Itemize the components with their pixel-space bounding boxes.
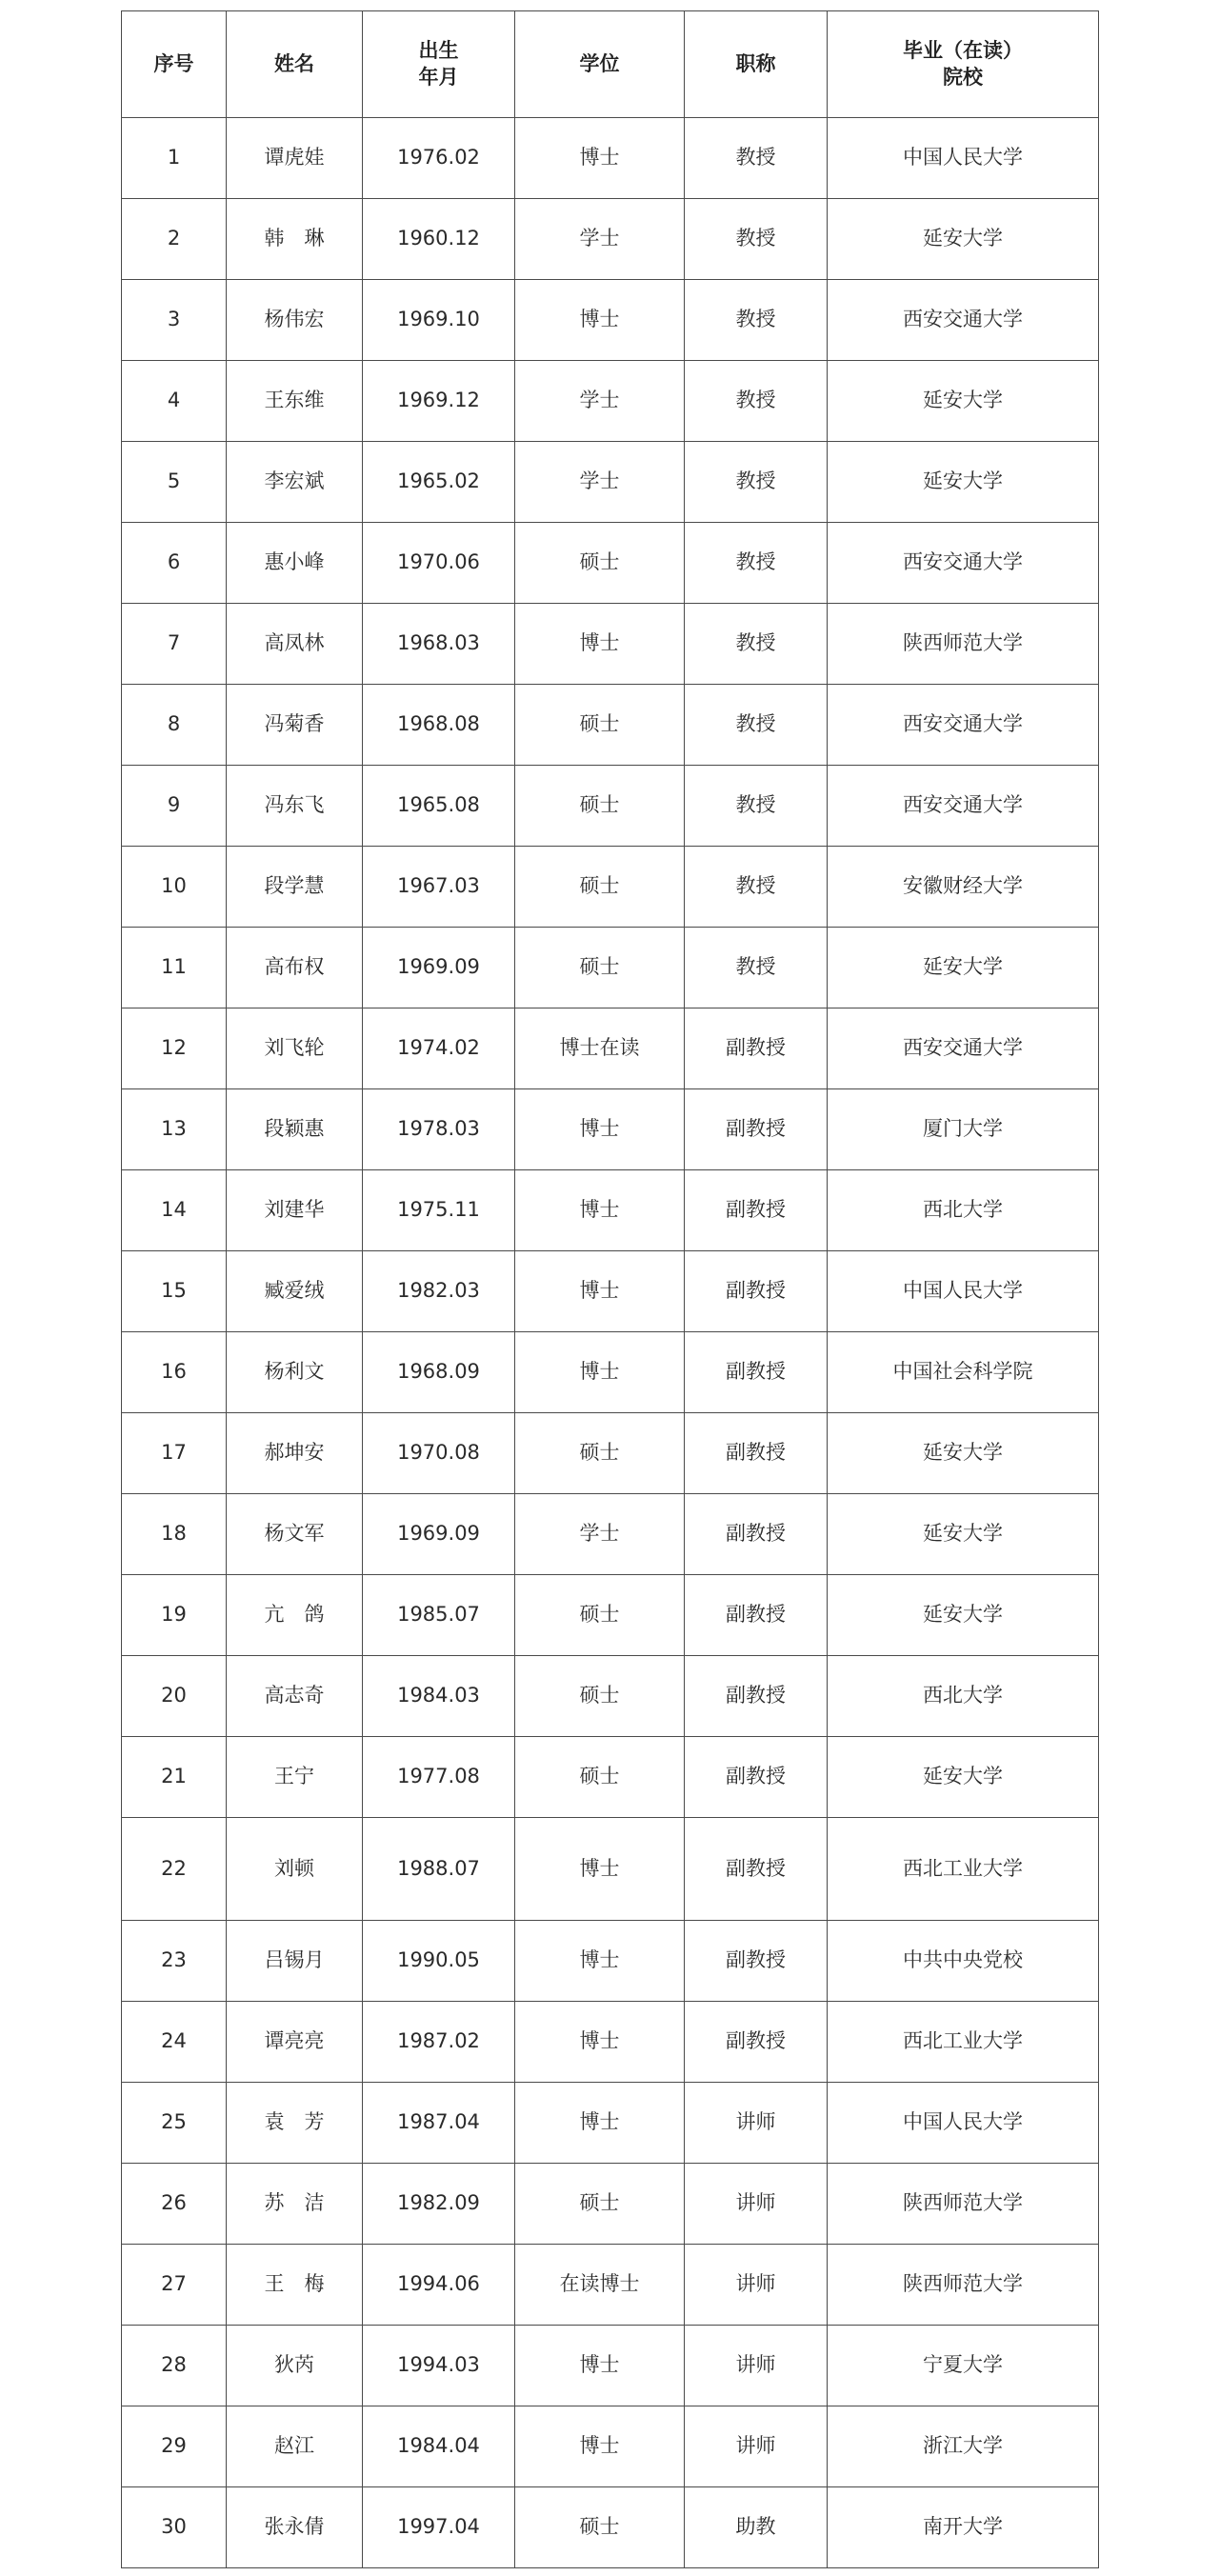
cell-school: 中国人民大学 (828, 2083, 1099, 2164)
cell-birth: 1960.12 (363, 199, 515, 280)
cell-title: 副教授 (685, 1575, 828, 1656)
table-header-row (122, 11, 1099, 118)
cell-birth: 1974.02 (363, 1008, 515, 1089)
cell-school: 西北工业大学 (828, 2002, 1099, 2083)
cell-degree: 博士在读 (515, 1008, 685, 1089)
cell-name: 谭亮亮 (227, 2002, 363, 2083)
cell-index: 28 (122, 2326, 227, 2406)
cell-title: 副教授 (685, 1921, 828, 2002)
cell-name: 狄芮 (227, 2326, 363, 2406)
cell-degree: 硕士 (515, 766, 685, 847)
cell-degree: 硕士 (515, 685, 685, 766)
cell-title: 讲师 (685, 2406, 828, 2487)
cell-school: 延安大学 (828, 199, 1099, 280)
table-row (122, 1089, 1099, 1170)
cell-name: 高志奇 (227, 1656, 363, 1737)
cell-title: 教授 (685, 199, 828, 280)
header-birth (363, 11, 515, 118)
cell-name: 王东维 (227, 361, 363, 442)
cell-name: 高布权 (227, 928, 363, 1008)
table-row (122, 1008, 1099, 1089)
cell-index: 23 (122, 1921, 227, 2002)
cell-degree: 学士 (515, 1494, 685, 1575)
cell-index: 9 (122, 766, 227, 847)
cell-degree: 学士 (515, 361, 685, 442)
cell-degree: 博士 (515, 280, 685, 361)
cell-birth: 1969.10 (363, 280, 515, 361)
cell-index: 17 (122, 1413, 227, 1494)
table-row (122, 199, 1099, 280)
cell-school: 西安交通大学 (828, 523, 1099, 604)
faculty-table-sheet (121, 10, 1098, 2568)
cell-birth: 1968.03 (363, 604, 515, 685)
table-row (122, 523, 1099, 604)
cell-name: 袁 芳 (227, 2083, 363, 2164)
cell-birth: 1988.07 (363, 1818, 515, 1921)
table-row (122, 1737, 1099, 1818)
cell-birth: 1984.03 (363, 1656, 515, 1737)
cell-school: 西北大学 (828, 1170, 1099, 1251)
cell-index: 22 (122, 1818, 227, 1921)
table-row (122, 442, 1099, 523)
cell-school: 陕西师范大学 (828, 2164, 1099, 2245)
cell-school: 南开大学 (828, 2487, 1099, 2568)
cell-degree: 在读博士 (515, 2245, 685, 2326)
cell-name: 亢 鸽 (227, 1575, 363, 1656)
cell-school: 延安大学 (828, 928, 1099, 1008)
cell-index: 29 (122, 2406, 227, 2487)
cell-school: 宁夏大学 (828, 2326, 1099, 2406)
cell-title: 教授 (685, 685, 828, 766)
cell-name: 王 梅 (227, 2245, 363, 2326)
header-birth-line2: 年月 (418, 65, 459, 89)
cell-title: 副教授 (685, 1494, 828, 1575)
cell-name: 冯菊香 (227, 685, 363, 766)
cell-index: 1 (122, 118, 227, 199)
cell-degree: 博士 (515, 604, 685, 685)
cell-birth: 1977.08 (363, 1737, 515, 1818)
cell-index: 8 (122, 685, 227, 766)
cell-index: 11 (122, 928, 227, 1008)
cell-name: 杨利文 (227, 1332, 363, 1413)
cell-degree: 博士 (515, 2406, 685, 2487)
cell-name: 段学慧 (227, 847, 363, 928)
cell-birth: 1987.04 (363, 2083, 515, 2164)
cell-birth: 1987.02 (363, 2002, 515, 2083)
cell-title: 讲师 (685, 2164, 828, 2245)
table-row (122, 604, 1099, 685)
cell-birth: 1965.08 (363, 766, 515, 847)
cell-name: 谭虎娃 (227, 118, 363, 199)
table-row (122, 1170, 1099, 1251)
cell-name: 王宁 (227, 1737, 363, 1818)
cell-degree: 博士 (515, 1170, 685, 1251)
cell-title: 副教授 (685, 1008, 828, 1089)
cell-title: 副教授 (685, 1170, 828, 1251)
cell-index: 12 (122, 1008, 227, 1089)
table-row (122, 766, 1099, 847)
cell-title: 教授 (685, 118, 828, 199)
cell-degree: 博士 (515, 1921, 685, 2002)
cell-degree: 博士 (515, 2083, 685, 2164)
cell-birth: 1968.08 (363, 685, 515, 766)
cell-title: 副教授 (685, 2002, 828, 2083)
cell-title: 副教授 (685, 1332, 828, 1413)
table-row (122, 1656, 1099, 1737)
cell-birth: 1969.09 (363, 928, 515, 1008)
cell-school: 延安大学 (828, 442, 1099, 523)
cell-title: 副教授 (685, 1737, 828, 1818)
cell-index: 19 (122, 1575, 227, 1656)
cell-name: 苏 洁 (227, 2164, 363, 2245)
cell-title: 副教授 (685, 1089, 828, 1170)
header-degree: 学位 (515, 11, 685, 118)
cell-birth: 1965.02 (363, 442, 515, 523)
table-row (122, 2487, 1099, 2568)
cell-title: 讲师 (685, 2245, 828, 2326)
cell-birth: 1970.06 (363, 523, 515, 604)
cell-index: 10 (122, 847, 227, 928)
cell-title: 教授 (685, 442, 828, 523)
cell-school: 中国人民大学 (828, 118, 1099, 199)
header-school-line1: 毕业（在读） (903, 39, 1023, 63)
cell-school: 安徽财经大学 (828, 847, 1099, 928)
table-row (122, 928, 1099, 1008)
cell-birth: 1967.03 (363, 847, 515, 928)
cell-name: 郝坤安 (227, 1413, 363, 1494)
cell-title: 副教授 (685, 1413, 828, 1494)
cell-index: 16 (122, 1332, 227, 1413)
cell-birth: 1975.11 (363, 1170, 515, 1251)
cell-degree: 博士 (515, 1089, 685, 1170)
cell-school: 陕西师范大学 (828, 2245, 1099, 2326)
table-row (122, 118, 1099, 199)
cell-title: 副教授 (685, 1818, 828, 1921)
table-row (122, 1413, 1099, 1494)
cell-school: 陕西师范大学 (828, 604, 1099, 685)
cell-title: 讲师 (685, 2083, 828, 2164)
cell-name: 段颖惠 (227, 1089, 363, 1170)
cell-name: 赵江 (227, 2406, 363, 2487)
header-school (828, 11, 1099, 118)
cell-school: 西安交通大学 (828, 1008, 1099, 1089)
cell-index: 18 (122, 1494, 227, 1575)
cell-school: 中国社会科学院 (828, 1332, 1099, 1413)
cell-name: 张永倩 (227, 2487, 363, 2568)
cell-birth: 1982.09 (363, 2164, 515, 2245)
cell-school: 西北大学 (828, 1656, 1099, 1737)
cell-index: 15 (122, 1251, 227, 1332)
cell-title: 教授 (685, 523, 828, 604)
cell-birth: 1968.09 (363, 1332, 515, 1413)
cell-birth: 1984.04 (363, 2406, 515, 2487)
cell-school: 西安交通大学 (828, 685, 1099, 766)
cell-index: 26 (122, 2164, 227, 2245)
cell-school: 西安交通大学 (828, 766, 1099, 847)
cell-title: 副教授 (685, 1656, 828, 1737)
cell-school: 西北工业大学 (828, 1818, 1099, 1921)
cell-degree: 博士 (515, 1818, 685, 1921)
table-row (122, 2326, 1099, 2406)
cell-degree: 硕士 (515, 1656, 685, 1737)
cell-name: 臧爱绒 (227, 1251, 363, 1332)
cell-index: 2 (122, 199, 227, 280)
cell-degree: 硕士 (515, 928, 685, 1008)
header-title: 职称 (685, 11, 828, 118)
cell-birth: 1970.08 (363, 1413, 515, 1494)
cell-name: 高凤林 (227, 604, 363, 685)
cell-degree: 博士 (515, 118, 685, 199)
cell-name: 杨伟宏 (227, 280, 363, 361)
cell-degree: 硕士 (515, 1575, 685, 1656)
table-row (122, 685, 1099, 766)
cell-index: 14 (122, 1170, 227, 1251)
cell-title: 教授 (685, 280, 828, 361)
cell-index: 7 (122, 604, 227, 685)
table-row (122, 2083, 1099, 2164)
table-row (122, 1251, 1099, 1332)
table-row (122, 2164, 1099, 2245)
cell-birth: 1990.05 (363, 1921, 515, 2002)
cell-school: 西安交通大学 (828, 280, 1099, 361)
cell-title: 教授 (685, 361, 828, 442)
cell-school: 延安大学 (828, 1575, 1099, 1656)
header-name: 姓名 (227, 11, 363, 118)
cell-title: 教授 (685, 928, 828, 1008)
cell-birth: 1994.06 (363, 2245, 515, 2326)
cell-index: 6 (122, 523, 227, 604)
cell-title: 讲师 (685, 2326, 828, 2406)
cell-degree: 博士 (515, 2326, 685, 2406)
cell-index: 13 (122, 1089, 227, 1170)
cell-title: 教授 (685, 766, 828, 847)
cell-school: 中国人民大学 (828, 1251, 1099, 1332)
cell-degree: 硕士 (515, 2164, 685, 2245)
cell-name: 刘建华 (227, 1170, 363, 1251)
cell-degree: 博士 (515, 1251, 685, 1332)
cell-birth: 1994.03 (363, 2326, 515, 2406)
cell-index: 4 (122, 361, 227, 442)
table-row (122, 1818, 1099, 1921)
header-index: 序号 (122, 11, 227, 118)
cell-index: 27 (122, 2245, 227, 2326)
table-row (122, 2245, 1099, 2326)
cell-title: 助教 (685, 2487, 828, 2568)
table-row (122, 847, 1099, 928)
cell-index: 30 (122, 2487, 227, 2568)
cell-name: 冯东飞 (227, 766, 363, 847)
cell-degree: 硕士 (515, 1413, 685, 1494)
cell-title: 教授 (685, 604, 828, 685)
table-row (122, 1494, 1099, 1575)
cell-degree: 博士 (515, 2002, 685, 2083)
table-row (122, 2406, 1099, 2487)
cell-title: 教授 (685, 847, 828, 928)
cell-birth: 1969.09 (363, 1494, 515, 1575)
cell-degree: 学士 (515, 199, 685, 280)
cell-name: 刘飞轮 (227, 1008, 363, 1089)
cell-school: 延安大学 (828, 1494, 1099, 1575)
cell-school: 厦门大学 (828, 1089, 1099, 1170)
cell-index: 5 (122, 442, 227, 523)
header-birth-line1: 出生 (418, 39, 459, 63)
cell-degree: 硕士 (515, 847, 685, 928)
cell-title: 副教授 (685, 1251, 828, 1332)
cell-birth: 1985.07 (363, 1575, 515, 1656)
cell-birth: 1997.04 (363, 2487, 515, 2568)
table-body (122, 118, 1099, 2568)
table-row (122, 361, 1099, 442)
cell-school: 延安大学 (828, 1737, 1099, 1818)
cell-degree: 学士 (515, 442, 685, 523)
table-row (122, 1921, 1099, 2002)
cell-name: 韩 琳 (227, 199, 363, 280)
cell-degree: 硕士 (515, 2487, 685, 2568)
cell-index: 20 (122, 1656, 227, 1737)
cell-name: 李宏斌 (227, 442, 363, 523)
cell-name: 惠小峰 (227, 523, 363, 604)
table-row (122, 1332, 1099, 1413)
cell-birth: 1982.03 (363, 1251, 515, 1332)
faculty-table (121, 10, 1099, 2568)
table-row (122, 2002, 1099, 2083)
cell-school: 中共中央党校 (828, 1921, 1099, 2002)
cell-birth: 1976.02 (363, 118, 515, 199)
header-school-line2: 院校 (943, 65, 983, 89)
cell-index: 24 (122, 2002, 227, 2083)
cell-name: 吕锡月 (227, 1921, 363, 2002)
cell-birth: 1978.03 (363, 1089, 515, 1170)
cell-index: 25 (122, 2083, 227, 2164)
table-row (122, 280, 1099, 361)
cell-name: 杨文军 (227, 1494, 363, 1575)
cell-birth: 1969.12 (363, 361, 515, 442)
cell-school: 延安大学 (828, 1413, 1099, 1494)
cell-degree: 硕士 (515, 1737, 685, 1818)
cell-degree: 博士 (515, 1332, 685, 1413)
cell-degree: 硕士 (515, 523, 685, 604)
cell-school: 延安大学 (828, 361, 1099, 442)
table-row (122, 1575, 1099, 1656)
cell-name: 刘顿 (227, 1818, 363, 1921)
cell-school: 浙江大学 (828, 2406, 1099, 2487)
cell-index: 3 (122, 280, 227, 361)
cell-index: 21 (122, 1737, 227, 1818)
